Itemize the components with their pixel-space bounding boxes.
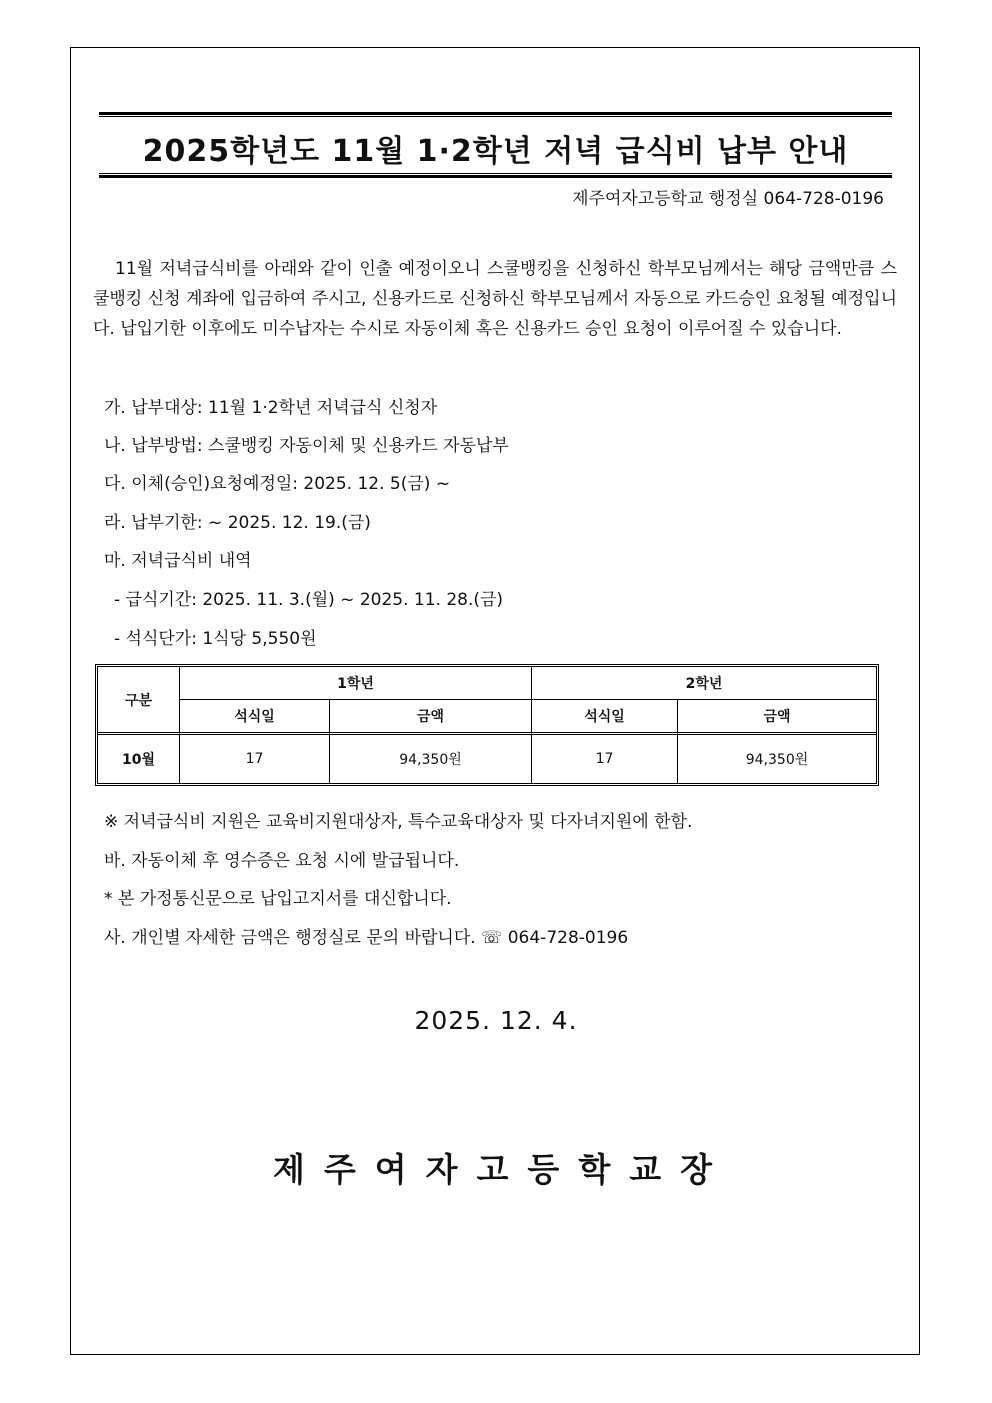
header-grade2-days: 석식일 xyxy=(532,700,678,735)
cell-grade1-amount: 94,350원 xyxy=(330,735,532,783)
item-target: 가. 납부대상: 11월 1·2학년 저녁급식 신청자 xyxy=(104,398,438,418)
title-top-rule xyxy=(99,112,892,117)
table-header-row xyxy=(98,667,876,700)
table-subheader-row xyxy=(98,700,876,735)
cell-month: 10월 xyxy=(98,735,180,783)
header-grade1-days: 석식일 xyxy=(180,700,330,735)
intro-paragraph: 11월 저녁급식비를 아래와 같이 인출 예정이오니 스쿨뱅킹을 신청하신 학부모님께서는 해당 금액만큼 스쿨뱅킹 신청 계좌에 입금하여 주시고, 신용카드로 신청하신 학부모님께서 자동으로 카드승인 요청될 예정입니다. 납입기한 이후에도 미수납자는 수시로 자동이체 혹은 신용카드 승인 요청이 이루어질 수 있습니다. xyxy=(93,259,897,339)
header-grade1: 1학년 xyxy=(180,667,532,700)
note-support: ※ 저녁급식비 지원은 교육비지원대상자, 특수교육대상자 및 다자녀지원에 한함. xyxy=(104,812,693,832)
header-grade1-amount: 금액 xyxy=(330,700,532,735)
cell-grade2-days: 17 xyxy=(532,735,678,783)
item-deadline: 라. 납부기한: ~ 2025. 12. 19.(금) xyxy=(104,513,371,533)
item-request-date: 다. 이체(승인)요청예정일: 2025. 12. 5(금) ~ xyxy=(104,474,451,494)
item-meal-period: - 급식기간: 2025. 11. 3.(월) ~ 2025. 11. 28.(금) xyxy=(114,590,504,610)
cell-grade1-days: 17 xyxy=(180,735,330,783)
page-title: 2025학년도 11월 1·2학년 저녁 급식비 납부 안내 xyxy=(142,134,849,169)
office-contact: 제주여자고등학교 행정실 064-728-0196 xyxy=(572,189,884,209)
header-category: 구분 xyxy=(98,667,180,735)
issue-date: 2025. 12. 4. xyxy=(414,1006,578,1035)
item-fee-details: 마. 저녁급식비 내역 xyxy=(104,551,252,571)
header-grade2: 2학년 xyxy=(532,667,876,700)
item-method: 나. 납부방법: 스쿨뱅킹 자동이체 및 신용카드 자동납부 xyxy=(104,436,509,456)
note-receipt: 바. 자동이체 후 영수증은 요청 시에 발급됩니다. xyxy=(104,851,460,871)
item-unit-price: - 석식단가: 1식당 5,550원 xyxy=(114,629,317,649)
fee-table xyxy=(95,664,879,786)
title-bottom-rule xyxy=(99,173,892,178)
title-block xyxy=(99,112,892,178)
note-inquiry: 사. 개인별 자세한 금액은 행정실로 문의 바랍니다. ☏ 064-728-0196 xyxy=(104,928,629,948)
note-notice: * 본 가정통신문으로 납입고지서를 대신합니다. xyxy=(104,889,452,909)
cell-grade2-amount: 94,350원 xyxy=(745,752,809,768)
principal-signature: 제주여자고등학교장 xyxy=(273,1150,731,1189)
header-grade2-amount: 금액 xyxy=(678,700,876,735)
table-row xyxy=(98,735,876,783)
